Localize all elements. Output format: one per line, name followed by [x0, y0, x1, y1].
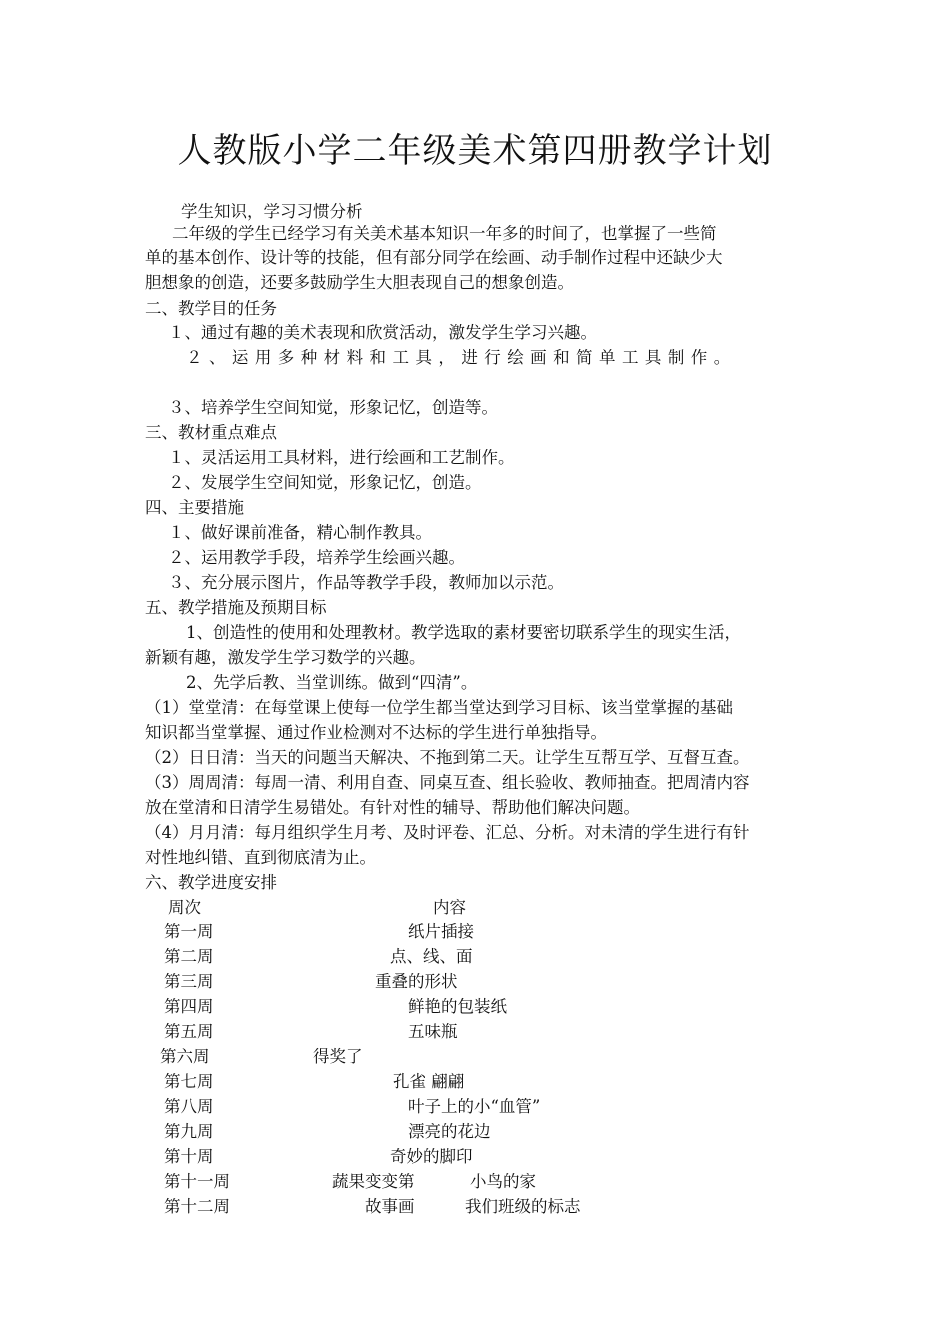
schedule-header-content: 内容	[433, 898, 466, 917]
schedule-week: 第十一周	[164, 1172, 230, 1191]
paragraph-line: 知识都当堂掌握、通过作业检测对不达标的学生进行单独指导。	[145, 723, 607, 742]
schedule-week: 第二周	[164, 947, 214, 966]
section-heading-targets: 五、教学措施及预期目标	[145, 598, 327, 617]
schedule-content-secondary: 我们班级的标志	[465, 1197, 581, 1216]
paragraph-line: 1、创造性的使用和处理教材。教学选取的素材要密切联系学生的现实生活，	[186, 623, 741, 642]
schedule-week: 第七周	[164, 1072, 214, 1091]
schedule-week: 第十二周	[164, 1197, 230, 1216]
paragraph-line: 胆想象的创造，还要多鼓励学生大胆表现自己的想象创造。	[145, 273, 574, 292]
section-heading-key-points: 三、教材重点难点	[145, 423, 277, 442]
schedule-content: 得奖了	[313, 1047, 363, 1066]
schedule-content: 纸片插接	[408, 922, 474, 941]
schedule-content: 蔬果变变第	[332, 1172, 415, 1191]
paragraph-line: 放在堂清和日清学生易错处。有针对性的辅导、帮助他们解决问题。	[145, 798, 640, 817]
paragraph-line: 新颖有趣，激发学生学习数学的兴趣。	[145, 648, 426, 667]
schedule-week: 第六周	[160, 1047, 210, 1066]
paragraph-line: 单的基本创作、设计等的技能，但有部分同学在绘画、动手制作过程中还缺少大	[145, 248, 723, 267]
paragraph-line: （2）日日清：当天的问题当天解决、不拖到第二天。让学生互帮互学、互督互查。	[145, 748, 750, 767]
paragraph-line: （4）月月清：每月组织学生月考、及时评卷、汇总、分析。对未清的学生进行有针	[145, 823, 750, 842]
schedule-week: 第四周	[164, 997, 214, 1016]
list-item: ３、培养学生空间知觉，形象记忆，创造等。	[168, 398, 498, 417]
section-heading-student-analysis: 学生知识，学习习惯分析	[181, 202, 363, 221]
schedule-content: 五味瓶	[408, 1022, 458, 1041]
list-item: ３、充分展示图片，作品等教学手段，教师加以示范。	[168, 573, 564, 592]
schedule-content: 故事画	[365, 1197, 415, 1216]
schedule-content: 叶子上的小“血管”	[408, 1097, 541, 1116]
section-heading-measures: 四、主要措施	[145, 498, 244, 517]
list-item: １、做好课前准备，精心制作教具。	[168, 523, 432, 542]
paragraph-line: （1）堂堂清：在每堂课上使每一位学生都当堂达到学习目标、该当堂掌握的基础	[145, 698, 733, 717]
list-item: ２、运用教学手段，培养学生绘画兴趣。	[168, 548, 465, 567]
schedule-header-week: 周次	[168, 898, 201, 917]
schedule-week: 第八周	[164, 1097, 214, 1116]
schedule-content: 重叠的形状	[375, 972, 458, 991]
section-heading-schedule: 六、教学进度安排	[145, 873, 277, 892]
schedule-week: 第十周	[164, 1147, 214, 1166]
schedule-content: 孔雀 翩翩	[393, 1072, 465, 1091]
list-item: ２、发展学生空间知觉，形象记忆，创造。	[168, 473, 482, 492]
paragraph-line: （3）周周清：每周一清、利用自查、同桌互查、组长验收、教师抽查。把周清内容	[145, 773, 750, 792]
schedule-content: 奇妙的脚印	[390, 1147, 473, 1166]
schedule-content: 鲜艳的包装纸	[408, 997, 507, 1016]
schedule-content: 漂亮的花边	[408, 1122, 491, 1141]
schedule-week: 第三周	[164, 972, 214, 991]
list-item: １、通过有趣的美术表现和欣赏活动，激发学生学习兴趣。	[168, 323, 597, 342]
schedule-content: 点、线、面	[390, 947, 473, 966]
schedule-week: 第五周	[164, 1022, 214, 1041]
paragraph-line: 二年级的学生已经学习有关美术基本知识一年多的时间了，也掌握了一些简	[172, 224, 717, 243]
schedule-content-secondary: 小鸟的家	[470, 1172, 536, 1191]
paragraph-line: 2、先学后教、当堂训练。做到“四清”。	[186, 673, 478, 692]
list-item: ２ 、 运 用 多 种 材 料 和 工 具 ， 进 行 绘 画 和 简 单 工 具 制 作 。	[186, 348, 731, 367]
schedule-week: 第九周	[164, 1122, 214, 1141]
list-item: １、灵活运用工具材料，进行绘画和工艺制作。	[168, 448, 515, 467]
paragraph-line: 对性地纠错、直到彻底清为止。	[145, 848, 376, 867]
schedule-week: 第一周	[164, 922, 214, 941]
document-title: 人教版小学二年级美术第四册教学计划	[177, 131, 773, 171]
section-heading-goals: 二、教学目的任务	[145, 299, 277, 318]
